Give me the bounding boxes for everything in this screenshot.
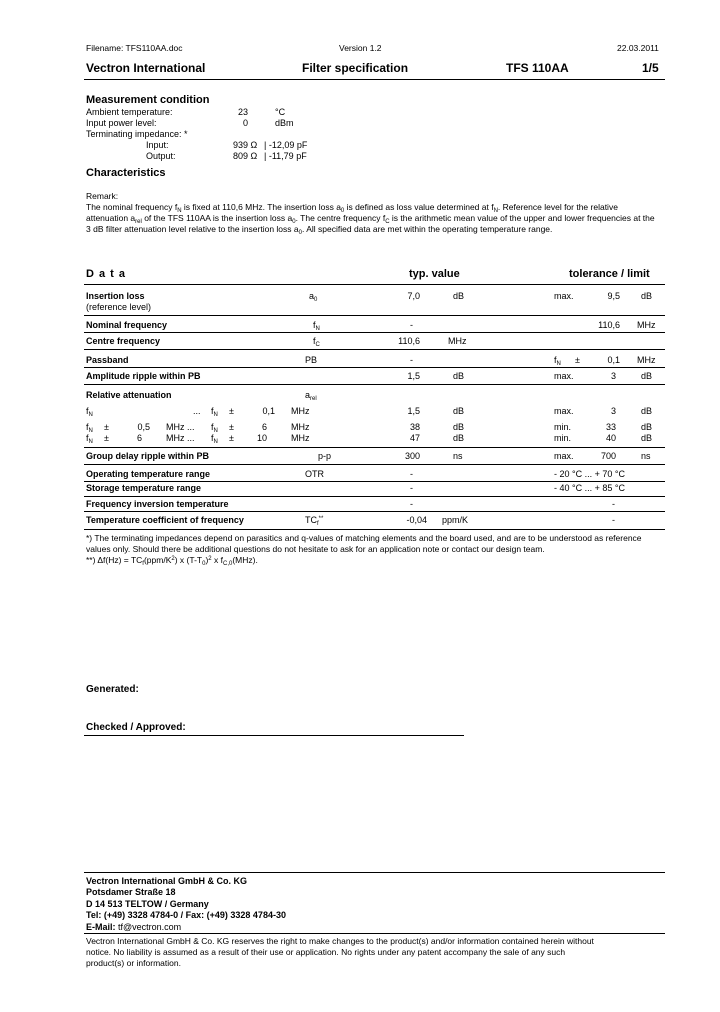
ra-u2: MHz bbox=[291, 406, 310, 416]
ra-f2: $f_N$ bbox=[211, 433, 218, 445]
amplitude-ripple-limit: 3 bbox=[610, 371, 616, 381]
group-delay-label: Group delay ripple within PB bbox=[86, 451, 210, 461]
ra-unit: dB bbox=[453, 406, 465, 416]
header-rule bbox=[84, 79, 665, 80]
tcf-label: Temperature coefficient of frequency bbox=[86, 515, 244, 525]
ra-dots: ... bbox=[193, 406, 201, 416]
insertion-loss-symbol: $a_0$ bbox=[309, 291, 318, 303]
ra-op2: ± bbox=[229, 422, 234, 432]
ra-op1: ± bbox=[104, 422, 109, 432]
operating-temp-label: Operating temperature range bbox=[86, 469, 211, 479]
ra-f1: $f_N$ bbox=[86, 433, 93, 445]
relative-attenuation-symbol: $a_{rel}$ bbox=[305, 390, 317, 402]
freq-inversion-limit: - bbox=[612, 499, 615, 509]
passband-limit-symbol: $f_N$ bbox=[554, 355, 561, 367]
output-cap: | -11,79 pF bbox=[264, 151, 307, 161]
tcf-unit: ppm/K bbox=[442, 515, 469, 525]
footer-rule-top bbox=[84, 872, 665, 873]
characteristics-title: Characteristics bbox=[86, 167, 166, 179]
footer-street: Potsdamer Straße 18 bbox=[86, 887, 176, 897]
insertion-loss-limit: 9,5 bbox=[607, 291, 620, 301]
ambient-value: 23 bbox=[238, 107, 249, 117]
ra-limit-type: max. bbox=[554, 406, 574, 416]
operating-temp-limit: - 20 °C ... + 70 °C bbox=[554, 469, 625, 479]
ra-typ: 1,5 bbox=[407, 406, 420, 416]
page-number: 1/5 bbox=[642, 61, 659, 75]
ra-op2: ± bbox=[229, 433, 234, 443]
ra-unit: dB bbox=[453, 433, 465, 443]
part-number: TFS 110AA bbox=[506, 61, 569, 75]
remark-line-1: The nominal frequency $f_N$ is fixed at 110,6 MHz. The insertion loss $a_0$ is defined as loss value determined at $f_N$. Reference level for the relative bbox=[86, 202, 618, 214]
amplitude-ripple-label: Amplitude ripple within PB bbox=[86, 371, 201, 381]
ra-unit: dB bbox=[453, 422, 465, 432]
row-rule bbox=[84, 349, 665, 350]
operating-temp-typ: - bbox=[410, 469, 413, 479]
relative-attenuation-label: Relative attenuation bbox=[86, 390, 172, 400]
note-impedance-1: *) The terminating impedances depend on parasitics and q-values of matching elements and the board used, and are to be understood as reference bbox=[86, 533, 642, 543]
ra-v1: 0,5 bbox=[137, 422, 150, 432]
disclaimer-line-3: product(s) or information. bbox=[86, 958, 181, 968]
nominal-frequency-limit-unit: MHz bbox=[637, 320, 656, 330]
centre-frequency-label: Centre frequency bbox=[86, 336, 161, 346]
operating-temp-symbol: OTR bbox=[305, 469, 324, 479]
ra-f2: $f_N$ bbox=[211, 406, 218, 418]
ra-limit: 40 bbox=[605, 433, 616, 443]
typ-value-heading: typ. value bbox=[409, 268, 460, 280]
amplitude-ripple-limit-unit: dB bbox=[641, 371, 653, 381]
insertion-loss-limit-type: max. bbox=[554, 291, 574, 301]
footer-city: D 14 513 TELTOW / Germany bbox=[86, 899, 209, 909]
group-delay-limit: 700 bbox=[600, 451, 616, 461]
passband-typ: - bbox=[410, 355, 413, 365]
row-rule bbox=[84, 464, 665, 465]
ra-v2: 10 bbox=[256, 433, 267, 443]
table-rule-top bbox=[84, 284, 665, 285]
nominal-frequency-symbol: $f_N$ bbox=[313, 320, 320, 332]
row-rule bbox=[84, 447, 665, 448]
ra-op2: ± bbox=[229, 406, 234, 416]
passband-limit-unit: MHz bbox=[637, 355, 656, 365]
row-rule bbox=[84, 511, 665, 512]
centre-frequency-symbol: $f_C$ bbox=[313, 336, 320, 348]
ra-limit-type: min. bbox=[554, 433, 572, 443]
row-rule bbox=[84, 496, 665, 497]
centre-frequency-typ: 110,6 bbox=[398, 336, 420, 346]
input-label: Input: bbox=[146, 140, 169, 150]
input-cap: | -12,09 pF bbox=[264, 140, 308, 150]
nominal-frequency-typ: - bbox=[410, 320, 413, 330]
remark-line-2: attenuation $a_{rel}$ of the TFS 110AA is the insertion loss $a_0$. The centre frequency $f_C$ is the arithmetic mean value of the upper and lower frequencies at the bbox=[86, 213, 655, 225]
generated-label: Generated: bbox=[86, 684, 139, 695]
freq-inversion-typ: - bbox=[410, 499, 413, 509]
ra-op1: ± bbox=[104, 433, 109, 443]
signoff-line bbox=[84, 735, 464, 736]
insertion-loss-unit: dB bbox=[453, 291, 465, 301]
passband-label: Passband bbox=[86, 355, 129, 365]
ra-u1: MHz ... bbox=[166, 433, 195, 443]
output-value: 809 Ω bbox=[233, 151, 258, 161]
storage-temp-limit: - 40 °C ... + 85 °C bbox=[554, 483, 625, 493]
ra-u1: MHz ... bbox=[166, 422, 195, 432]
insertion-loss-label: Insertion loss bbox=[86, 291, 145, 301]
ra-v2: 6 bbox=[261, 422, 267, 432]
passband-pm: ± bbox=[575, 355, 580, 365]
power-label: Input power level: bbox=[86, 118, 157, 128]
power-unit: dBm bbox=[275, 118, 294, 128]
group-delay-limit-type: max. bbox=[554, 451, 574, 461]
row-rule bbox=[84, 384, 665, 385]
power-value: 0 bbox=[243, 118, 249, 128]
input-value: 939 Ω bbox=[233, 140, 258, 150]
amplitude-ripple-typ: 1,5 bbox=[407, 371, 420, 381]
group-delay-unit: ns bbox=[453, 451, 463, 461]
ra-v2: 0,1 bbox=[262, 406, 275, 416]
remark-line-3: 3 dB filter attenuation level relative to the insertion loss $a_0$. All specified data are met within the operating temperature range. bbox=[86, 224, 553, 236]
terminating-label: Terminating impedance: * bbox=[86, 129, 188, 139]
nominal-frequency-limit: 110,6 bbox=[598, 320, 620, 330]
passband-symbol: PB bbox=[305, 355, 318, 365]
passband-limit: 0,1 bbox=[607, 355, 620, 365]
group-delay-typ: 300 bbox=[404, 451, 420, 461]
tcf-symbol: $TC_f^{**}$ bbox=[305, 515, 324, 527]
checked-label: Checked / Approved: bbox=[86, 722, 186, 733]
storage-temp-typ: - bbox=[410, 483, 413, 493]
tcf-typ: -0,04 bbox=[406, 515, 427, 525]
version: Version 1.2 bbox=[339, 43, 382, 53]
ra-v1: 6 bbox=[136, 433, 142, 443]
note-impedance-2: values only. Should there be additional questions do not hesitate to ask for an application note or contact our design team. bbox=[86, 544, 545, 554]
row-rule bbox=[84, 332, 665, 333]
row-rule bbox=[84, 315, 665, 316]
remark-label: Remark: bbox=[86, 191, 119, 201]
disclaimer-line-2: notice. No liability is assumed as a result of their use or application. No rights under any patent accompany the sale of any such bbox=[86, 947, 566, 957]
row-rule bbox=[84, 367, 665, 368]
data-heading: D a t a bbox=[86, 268, 127, 280]
row-rule bbox=[84, 481, 665, 482]
company-title: Vectron International bbox=[86, 61, 206, 75]
ra-limit: 3 bbox=[610, 406, 616, 416]
footer-rule-bottom bbox=[84, 933, 665, 934]
disclaimer-line-1: Vectron International GmbH & Co. KG reserves the right to make changes to the product(s) and/or information contained herein without bbox=[86, 936, 594, 946]
amplitude-ripple-unit: dB bbox=[453, 371, 465, 381]
ra-typ: 47 bbox=[409, 433, 420, 443]
tcf-limit: - bbox=[612, 515, 615, 525]
ra-u2: MHz bbox=[291, 422, 310, 432]
ra-u2: MHz bbox=[291, 433, 310, 443]
note-formula: **) $\Delta f(Hz) = TC_f(ppm/K^2)$ x $(T-T_0)^2$ x $f_{C,0}(MHz)$. bbox=[86, 555, 258, 567]
ra-f2: $f_N$ bbox=[211, 422, 218, 434]
table-rule-bottom bbox=[84, 529, 665, 530]
footer-company: Vectron International GmbH & Co. KG bbox=[86, 876, 248, 886]
doc-type: Filter specification bbox=[302, 61, 409, 75]
measurement-title: Measurement condition bbox=[86, 94, 210, 106]
email-link[interactable]: tf@vectron.com bbox=[118, 922, 182, 932]
filename: Filename: TFS110AA.doc bbox=[86, 43, 183, 53]
nominal-frequency-label: Nominal frequency bbox=[86, 320, 168, 330]
group-delay-limit-unit: ns bbox=[641, 451, 651, 461]
freq-inversion-label: Frequency inversion temperature bbox=[86, 499, 229, 509]
reference-level-label: (reference level) bbox=[86, 302, 152, 312]
ambient-unit: °C bbox=[275, 107, 286, 117]
group-delay-symbol: p-p bbox=[318, 451, 332, 461]
tolerance-heading: tolerance / limit bbox=[569, 268, 650, 280]
storage-temp-label: Storage temperature range bbox=[86, 483, 202, 493]
date: 22.03.2011 bbox=[617, 43, 659, 53]
ra-typ: 38 bbox=[409, 422, 420, 432]
output-label: Output: bbox=[146, 151, 176, 161]
ra-limit: 33 bbox=[605, 422, 616, 432]
ra-f1: $f_N$ bbox=[86, 406, 93, 418]
ra-limit-unit: dB bbox=[641, 433, 653, 443]
ra-limit-unit: dB bbox=[641, 406, 653, 416]
ambient-label: Ambient temperature: bbox=[86, 107, 173, 117]
ra-f1: $f_N$ bbox=[86, 422, 93, 434]
amplitude-ripple-limit-type: max. bbox=[554, 371, 574, 381]
ra-limit-type: min. bbox=[554, 422, 572, 432]
ra-limit-unit: dB bbox=[641, 422, 653, 432]
footer-phone: Tel: (+49) 3328 4784-0 / Fax: (+49) 3328 4784-30 bbox=[86, 910, 286, 920]
footer-email: E-Mail: tf@vectron.com bbox=[86, 922, 182, 932]
centre-frequency-unit: MHz bbox=[448, 336, 467, 346]
insertion-loss-limit-unit: dB bbox=[641, 291, 653, 301]
insertion-loss-typ: 7,0 bbox=[407, 291, 420, 301]
